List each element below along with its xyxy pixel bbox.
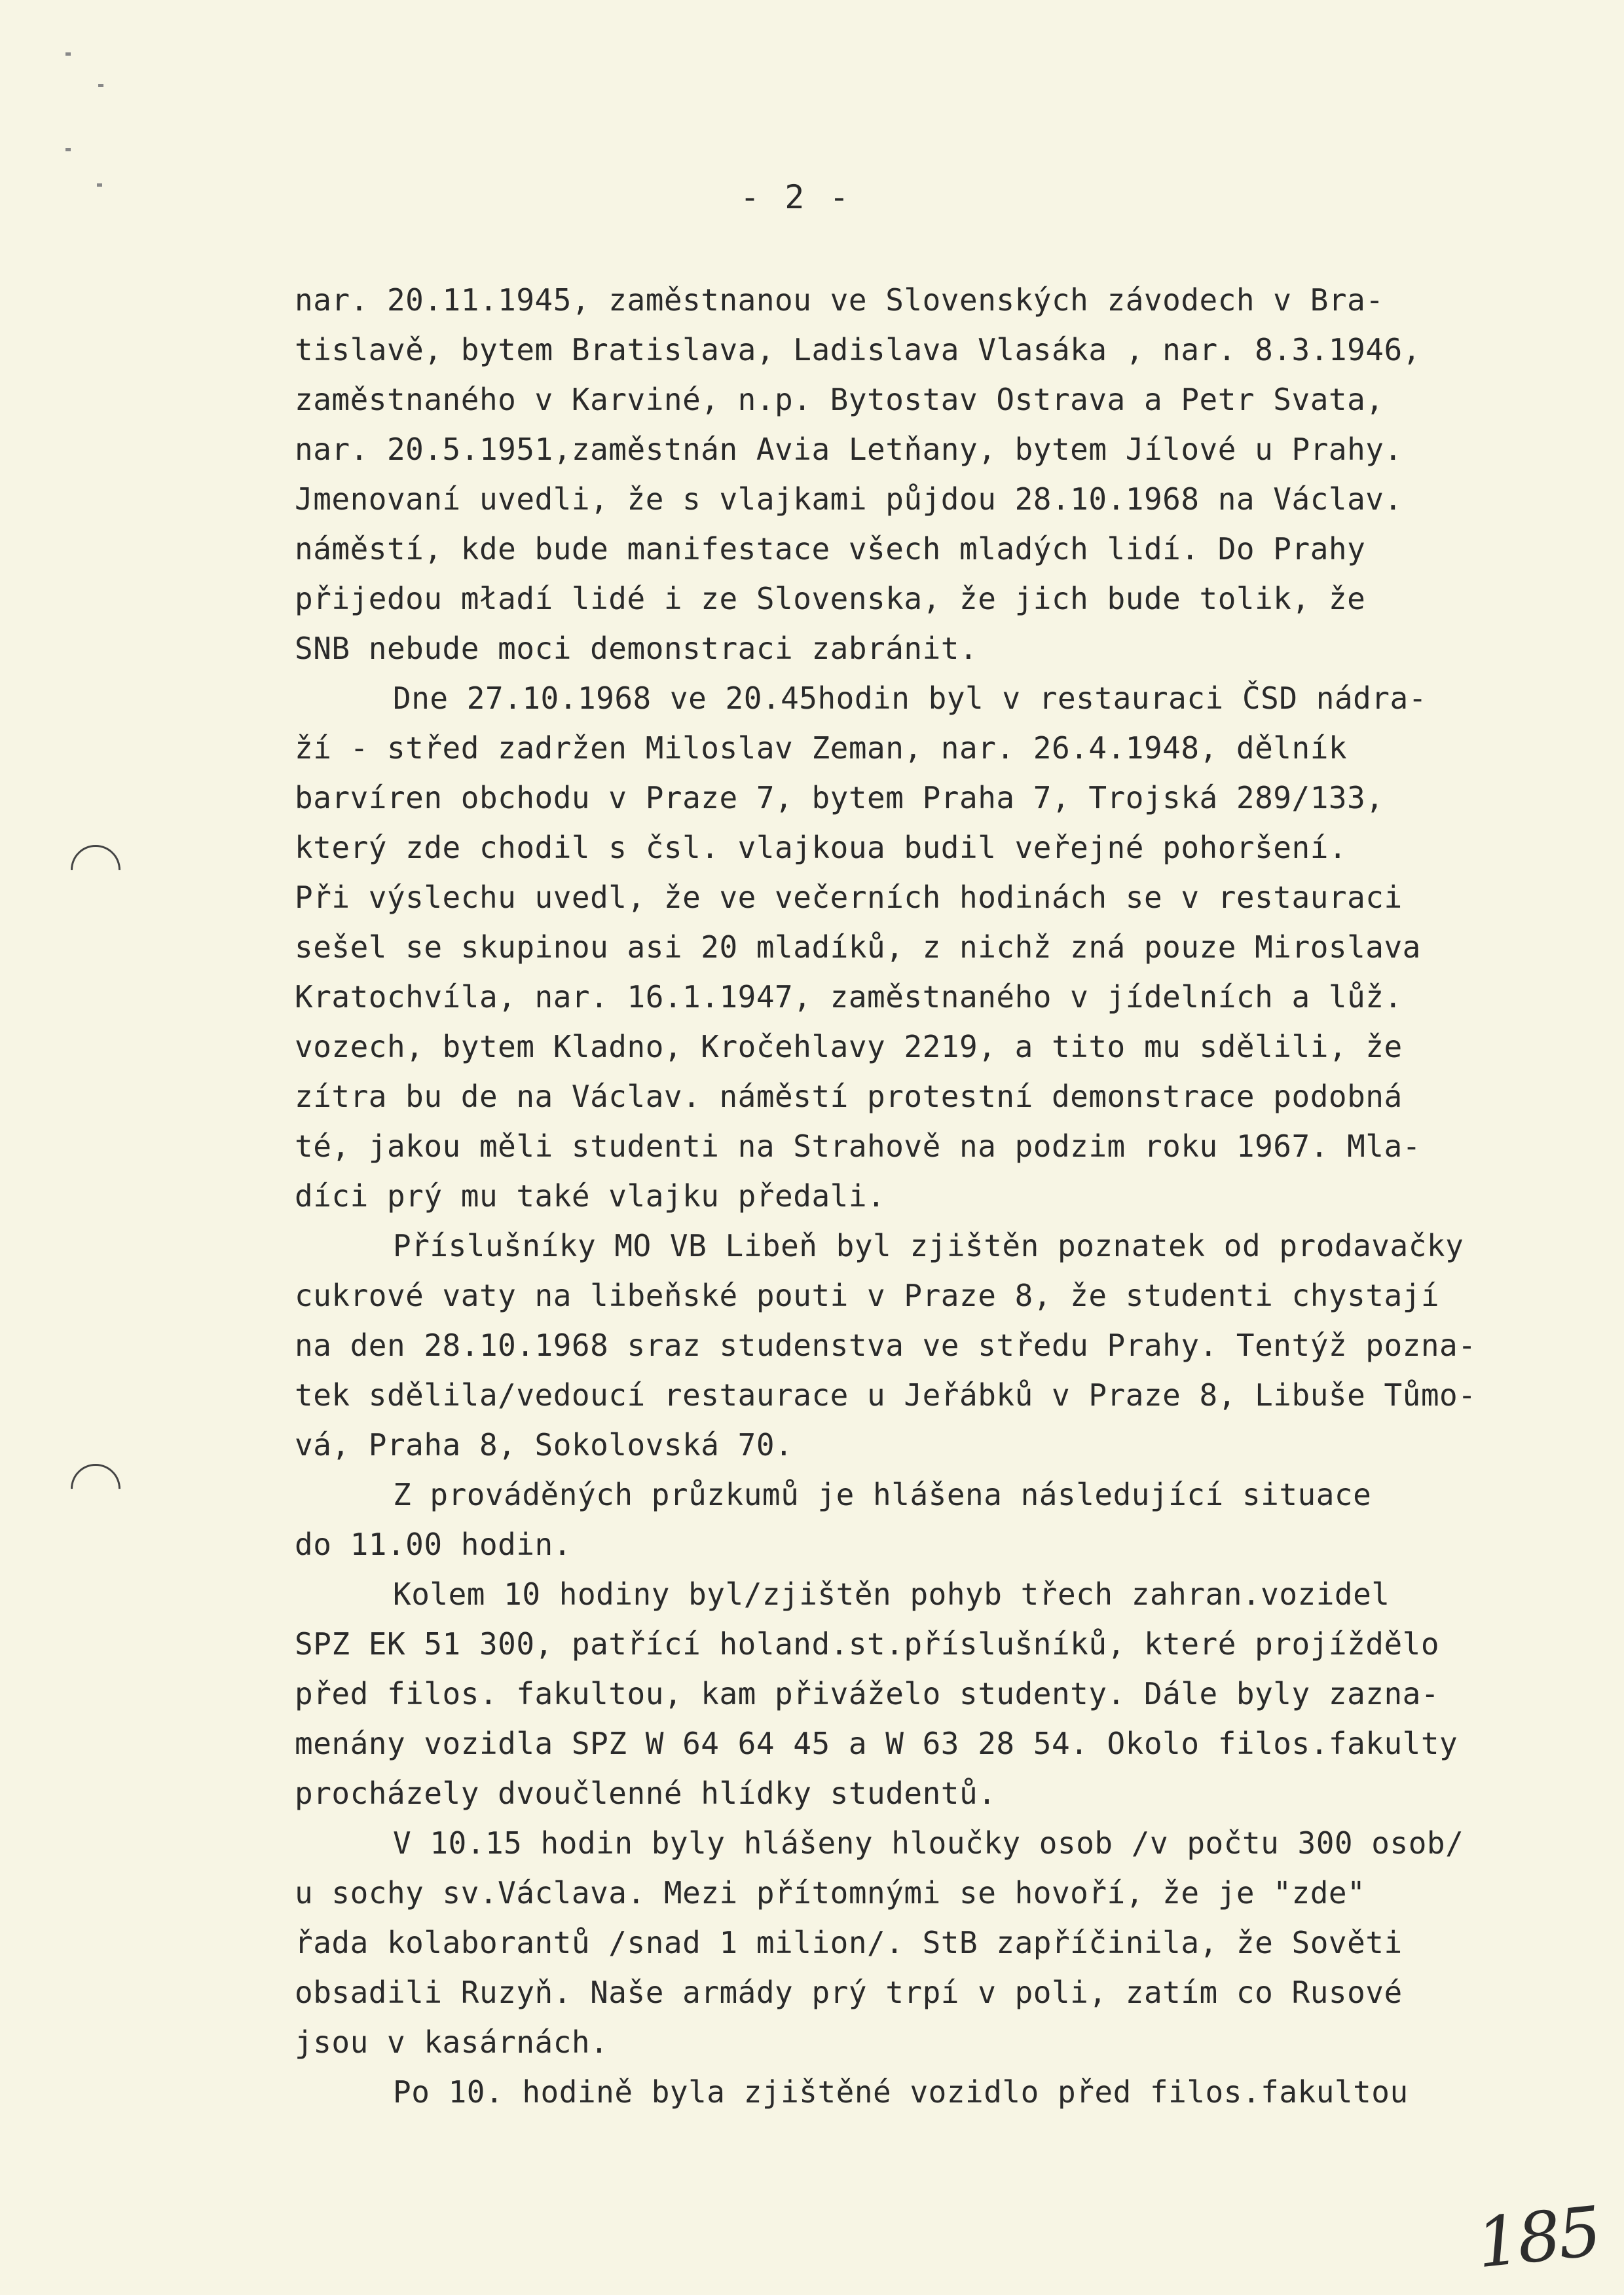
text-line: Při výslechu uvedl, že ve večerních hodinách se v restauraci xyxy=(295,880,1403,915)
text-line: Kratochvíla, nar. 16.1.1947, zaměstnaného v jídelních a lůž. xyxy=(295,979,1403,1015)
text-line: díci prý mu také vlajku předali. xyxy=(295,1178,886,1214)
text-line: který zde chodil s čsl. vlajkoua budil veřejné pohoršení. xyxy=(295,830,1348,865)
text-line: V 10.15 hodin byly hlášeny hloučky osob /v počtu 300 osob/ xyxy=(393,1825,1464,1861)
text-line: zaměstnaného v Karviné, n.p. Bytostav Ostrava a Petr Svata, xyxy=(295,382,1384,417)
text-line: vozech, bytem Kladno, Kročehlavy 2219, a tito mu sdělili, že xyxy=(295,1029,1403,1064)
margin-mark xyxy=(98,84,103,87)
text-line: Příslušníky MO VB Libeň byl zjištěn poznatek od prodavačky xyxy=(393,1228,1464,1263)
margin-mark xyxy=(65,52,71,56)
text-line: Z prováděných průzkumů je hlášena následující situace xyxy=(393,1477,1372,1512)
margin-mark xyxy=(65,148,71,151)
text-line: ží - střed zadržen Miloslav Zeman, nar. 26.4.1948, dělník xyxy=(295,730,1348,766)
punch-hole-bottom xyxy=(60,1453,130,1523)
text-line: před filos. fakultou, kam přiváželo studenty. Dále byly zazna- xyxy=(295,1676,1440,1711)
text-line: Po 10. hodině byla zjištěné vozidlo před filos.fakultou xyxy=(393,2074,1409,2110)
text-line: tek sdělila/vedoucí restaurace u Jeřábků v Praze 8, Libuše Tůmo- xyxy=(295,1377,1477,1413)
text-line: na den 28.10.1968 sraz studenstva ve středu Prahy. Tentýž pozna- xyxy=(295,1328,1477,1363)
text-line: nar. 20.11.1945, zaměstnanou ve Slovenských závodech v Bra- xyxy=(295,282,1384,318)
text-line: řada kolaborantů /snad 1 milion/. StB zapříčinila, že Sověti xyxy=(295,1925,1403,1960)
text-line: procházely dvoučlenné hlídky studentů. xyxy=(295,1776,997,1811)
page-number: - 2 - xyxy=(740,178,852,216)
text-line: vá, Praha 8, Sokolovská 70. xyxy=(295,1427,794,1463)
text-line: nar. 20.5.1951,zaměstnán Avia Letňany, bytem Jílové u Prahy. xyxy=(295,432,1403,467)
text-line: u sochy sv.Václava. Mezi přítomnými se hovoří, že je "zde" xyxy=(295,1875,1366,1911)
text-line: cukrové vaty na libeňské pouti v Praze 8, že studenti chystají xyxy=(295,1278,1440,1313)
text-line: SNB nebude moci demonstraci zabránit. xyxy=(295,631,978,666)
text-line: zítra bu de na Václav. náměstí protestní demonstrace podobná xyxy=(295,1079,1403,1114)
text-line: do 11.00 hodin. xyxy=(295,1527,572,1562)
text-line: té, jakou měli studenti na Strahově na podzim roku 1967. Mla- xyxy=(295,1129,1421,1164)
text-line: Jmenovaní uvedli, že s vlajkami půjdou 28.10.1968 na Václav. xyxy=(295,481,1403,517)
text-line: přijedou mładí lidé i ze Slovenska, že jich bude tolik, že xyxy=(295,581,1366,616)
text-line: sešel se skupinou asi 20 mladíků, z nichž zná pouze Miroslava xyxy=(295,929,1421,965)
text-line: náměstí, kde bude manifestace všech mladých lidí. Do Prahy xyxy=(295,531,1366,567)
handwritten-folio-number: 185 xyxy=(1473,2191,1603,2284)
text-line: menány vozidla SPZ W 64 64 45 a W 63 28 54. Okolo filos.fakulty xyxy=(295,1726,1458,1761)
margin-mark xyxy=(97,183,102,187)
text-line: Kolem 10 hodiny byl/zjištěn pohyb třech zahran.vozidel xyxy=(393,1577,1390,1612)
text-line: tislavě, bytem Bratislava, Ladislava Vlasáka , nar. 8.3.1946, xyxy=(295,332,1421,367)
text-line: jsou v kasárnách. xyxy=(295,2024,609,2060)
text-line: SPZ EK 51 300, patřící holand.st.příslušníků, které projíždělo xyxy=(295,1626,1440,1662)
text-line: barvíren obchodu v Praze 7, bytem Praha 7, Trojská 289/133, xyxy=(295,780,1384,815)
punch-hole-top xyxy=(60,834,130,905)
typed-body-text xyxy=(295,275,1578,2117)
text-line: obsadili Ruzyň. Naše armády prý trpí v poli, zatím co Rusové xyxy=(295,1975,1403,2010)
text-line: Dne 27.10.1968 ve 20.45hodin byl v restauraci ČSD nádra- xyxy=(393,681,1427,716)
